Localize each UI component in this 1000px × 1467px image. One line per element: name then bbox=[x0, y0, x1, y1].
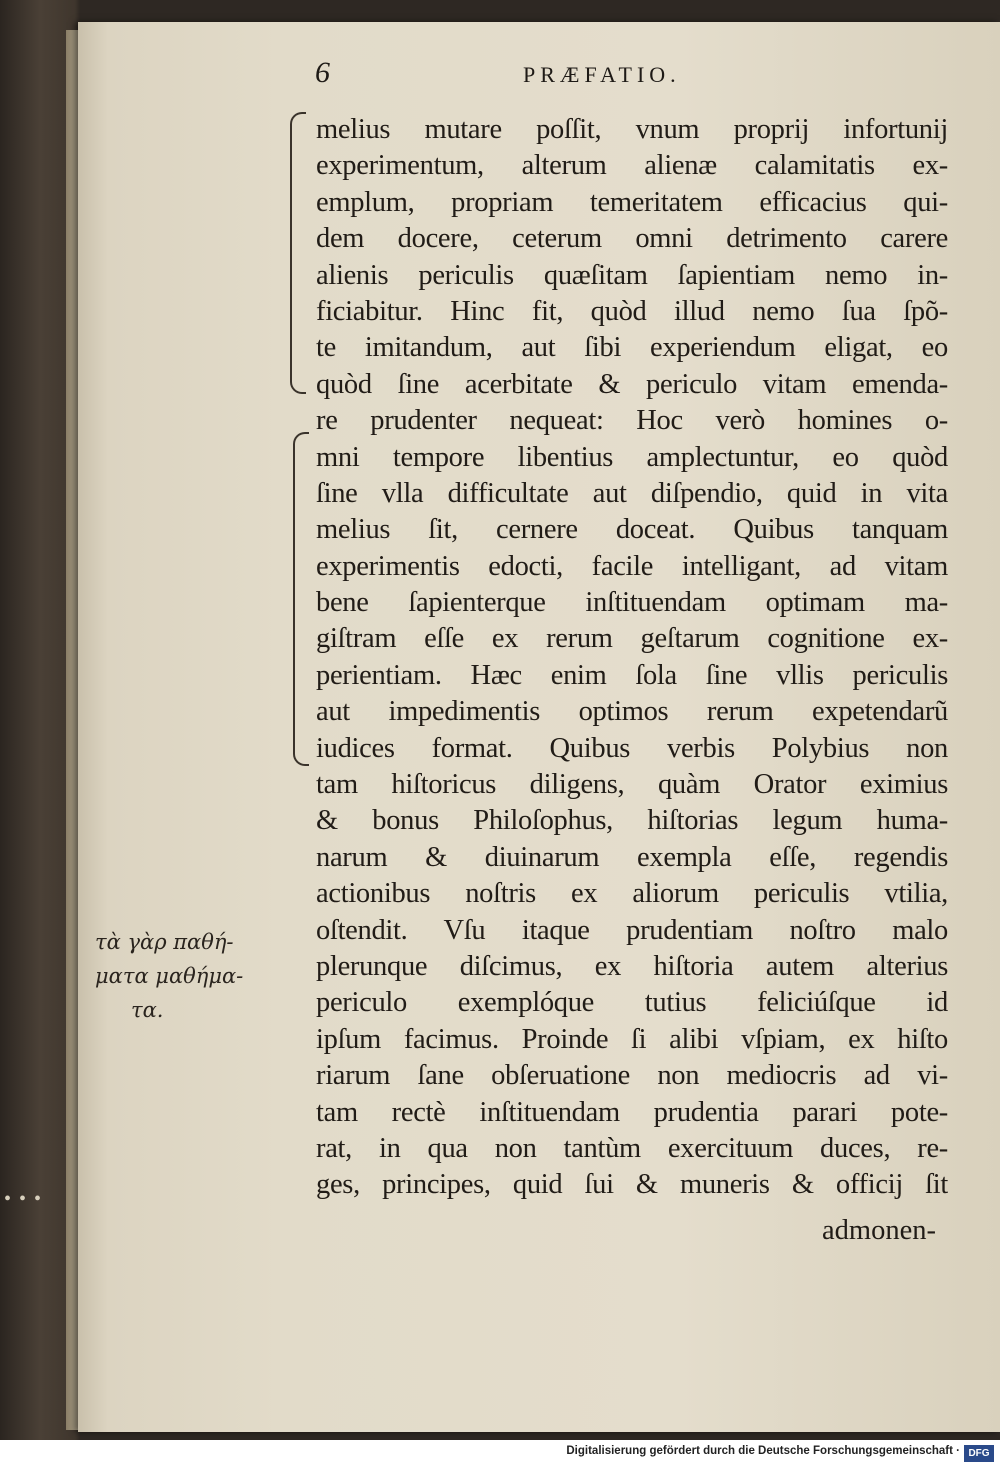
text-line: oſtendit. Vſu itaque prudentiam noſtro malo bbox=[316, 914, 948, 946]
footer-credit: Digitalisierung gefördert durch die Deutsche Forschungsgemeinschaft · bbox=[566, 1445, 960, 1457]
note-line: τὰ γὰρ παθή- bbox=[95, 930, 234, 954]
catchword: admonen- bbox=[822, 1215, 936, 1246]
text-line: ges, principes, quid ſui & muneris & officij ſit bbox=[316, 1169, 948, 1201]
text-line: plerunque diſcimus, ex hiſtoria autem alterius bbox=[316, 950, 948, 982]
text-line: re prudenter nequeat: Hoc verò homines o- bbox=[316, 405, 948, 437]
text-line: & bonus Philoſophus, hiſtorias legum huma- bbox=[316, 805, 948, 837]
text-line: iudices format. Quibus verbis Polybius non bbox=[316, 732, 948, 764]
text-line: perientiam. Hæc enim ſola ſine vllis periculis bbox=[316, 659, 948, 691]
note-line: ματα μαθήμα- bbox=[95, 964, 244, 988]
text-line: bene ſapienterque inſtituendam optimam ma- bbox=[316, 587, 948, 619]
margin-bracket-1 bbox=[290, 112, 306, 394]
text-line: melius mutare poſſit, vnum proprij infortunij bbox=[316, 114, 948, 145]
text-line: mni tempore libentius amplectuntur, eo quòd bbox=[316, 441, 948, 473]
margin-bracket-2 bbox=[293, 432, 309, 766]
text-line: melius ſit, cernere doceat. Quibus tanquam bbox=[316, 514, 948, 546]
text-line: te imitandum, aut ſibi experiendum eligat, eo bbox=[316, 332, 948, 364]
text-line: dem docere, ceterum omni detrimento carere bbox=[316, 223, 948, 255]
text-line: ipſum facimus. Proinde ſi alibi vſpiam, ex hiſto bbox=[316, 1023, 948, 1055]
page-number: 6 bbox=[315, 56, 330, 89]
text-line: tam hiſtoricus diligens, quàm Orator eximius bbox=[316, 769, 948, 801]
text-line: alienis periculis quæſitam ſapientiam nemo in- bbox=[316, 259, 948, 291]
text-line: ficiabitur. Hinc fit, quòd illud nemo ſua ſpõ- bbox=[316, 295, 948, 327]
dfg-logo-icon: DFG bbox=[964, 1445, 994, 1462]
text-line: aut impedimentis optimos rerum expetendarũ bbox=[316, 696, 948, 728]
text-line: quòd ſine acerbitate & periculo vitam emenda- bbox=[316, 368, 948, 400]
text-line: actionibus noſtris ex aliorum periculis vtilia, bbox=[316, 878, 948, 910]
edge-dots: ••• bbox=[4, 1188, 50, 1210]
text-line: rat, in qua non tantùm exercituum duces, re- bbox=[316, 1132, 948, 1164]
note-line: τα. bbox=[131, 998, 164, 1022]
text-line: experimentum, alterum alienæ calamitatis ex- bbox=[316, 150, 948, 182]
text-line: riarum ſane obſeruatione non mediocris ad vi- bbox=[316, 1060, 948, 1092]
footer-bar bbox=[0, 1440, 1000, 1467]
marginal-greek-note bbox=[95, 925, 325, 1027]
page-header bbox=[315, 56, 745, 96]
text-line: giſtram eſſe ex rerum geſtarum cognitione ex- bbox=[316, 623, 948, 655]
text-line: periculo exemplóque tutius feliciúſque id bbox=[316, 987, 948, 1019]
text-line: emplum, propriam temeritatem efficacius qui- bbox=[316, 186, 948, 218]
text-line: experimentis edocti, facile intelligant, ad vitam bbox=[316, 550, 948, 582]
body-text bbox=[316, 112, 948, 1204]
running-title: PRÆFATIO. bbox=[523, 62, 681, 87]
text-line: ſine vlla difficultate aut diſpendio, quid in vita bbox=[316, 477, 948, 509]
text-line: narum & diuinarum exempla eſſe, regendis bbox=[316, 841, 948, 873]
text-line: tam rectè inſtituendam prudentia parari pote- bbox=[316, 1096, 948, 1128]
